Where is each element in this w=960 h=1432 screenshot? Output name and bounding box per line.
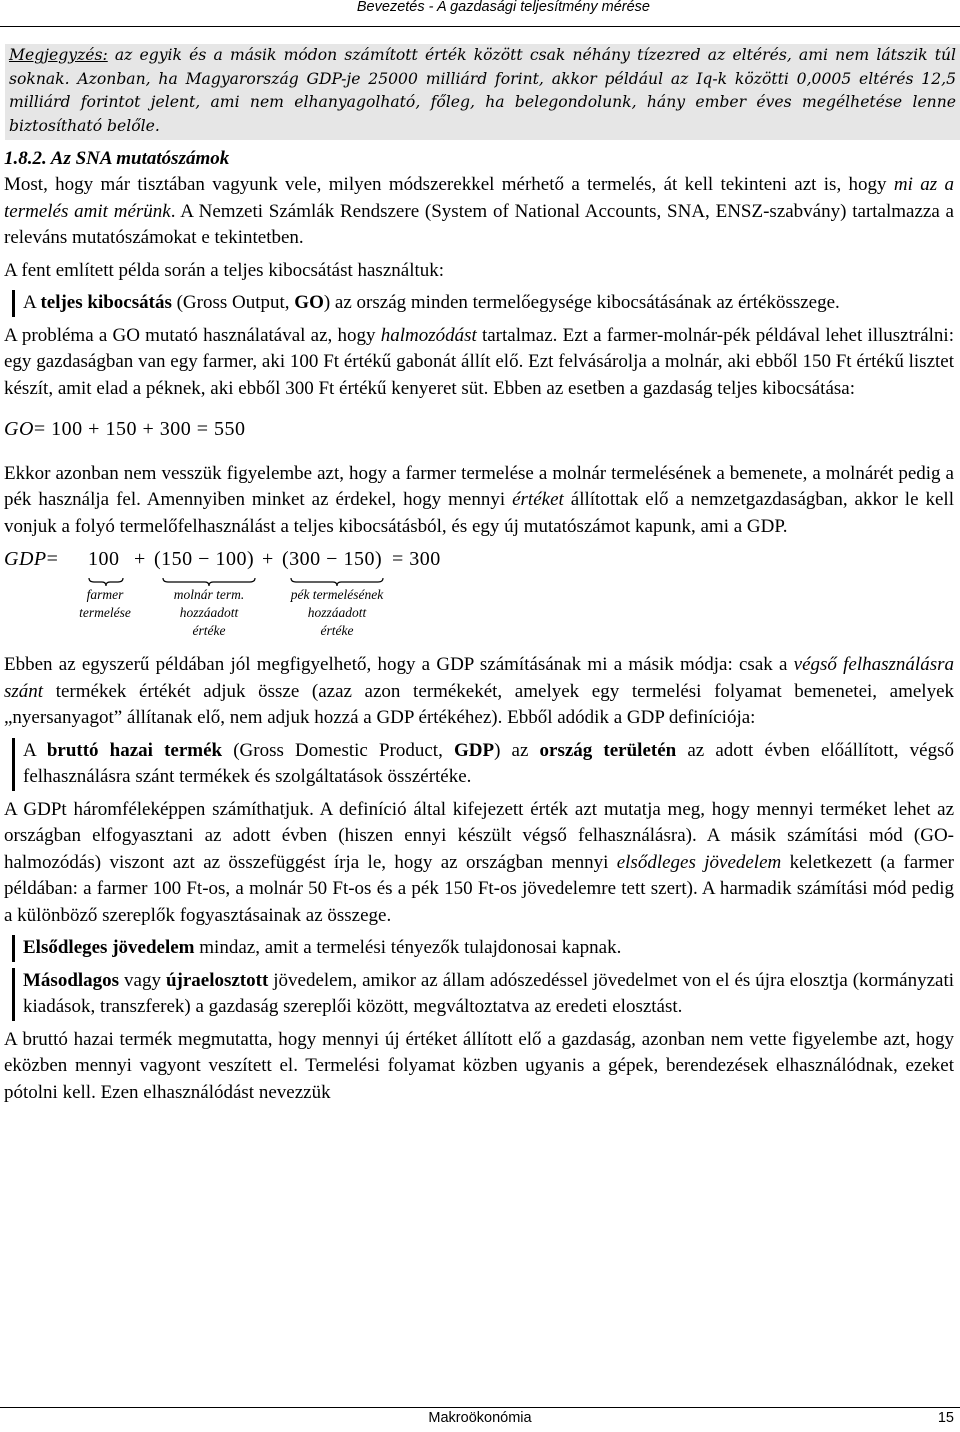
footer-rule [0, 1407, 960, 1408]
header-title: Bevezetés - A gazdasági teljesítmény mérése [356, 0, 650, 15]
gdp-lhs: GDP= [4, 548, 59, 570]
emphasis: elsődleges jövedelem [616, 851, 782, 873]
definition-secondary-income [12, 968, 954, 1021]
footer-title: Makroökonómia [428, 1410, 532, 1426]
text: keletkezett (a farmer példában: a farmer 100 Ft-os, a molnár 50 Ft-os és a pék 150 Ft-os jövedelemre tett szert). A harmadik számítási mód pedig a különböző szereplők fogyasztásainak az összege. [4, 851, 955, 926]
text: az adott évben előállított, végső felhasználásra szánt termékek és szolgáltatások összértéke. [23, 739, 954, 787]
term: bruttó hazai termék [46, 739, 223, 761]
note-label: Megjegyzés: [9, 46, 108, 64]
brace-label-farmer: farmer termelése [79, 587, 131, 620]
paragraph-problem [4, 323, 960, 403]
term: Elsődleges jövedelem [23, 937, 195, 958]
text: . A Nemzeti Számlák Rendszere (System of National Accounts, SNA, ENSZ-szabvány) tartalmazza a releváns mutatószámokat e tekintetben. [4, 200, 954, 248]
underbrace-2 [162, 578, 256, 586]
text: A GDPt háromféleképpen számíthatjuk. A definíció által kifejezett érték azt mutatja meg, hogy mennyi terméket lehet az országban elfogyasztani az adott évben (hiszen ennyi készült végső felhasználásra). A másik számítási mód (GO-halmozódás) viszont azt az összefüggést írja le, hogy az országban mennyi [4, 798, 954, 873]
paragraph-example-ref: A fent említett példa során a teljes kibocsátást használtuk: [4, 259, 445, 281]
emphasis: halmozódást [380, 324, 477, 346]
paragraph-intro [4, 172, 960, 252]
emphasis: végső felhasználásra szánt [4, 654, 954, 702]
text: Ekkor azonban nem vesszük figyelembe azt, hogy a farmer termelése a molnár termelésének a bemenete, a molnárét pedig a pék használja fel. Amennyiben minket az érdekel, hogy mennyi [4, 462, 954, 510]
brace-label-baker: pék termelésének hozzáadott értéke [290, 587, 384, 638]
text: ) az ország minden termelőegysége kibocsátásának az értékösszege. [323, 292, 840, 313]
emphasis: mi az a termelés amit mérünk [4, 174, 954, 222]
gdp-term-2: (150 − 100) [154, 548, 255, 570]
gdp-result: = 300 [392, 548, 441, 570]
running-header [0, 0, 960, 22]
underbrace-1 [88, 578, 124, 586]
term: GDP [453, 739, 495, 761]
underbrace-3 [290, 578, 384, 586]
text: Most, hogy már tisztában vagyunk vele, milyen módszerekkel mérhető a termelés, át kell tekinteni azt is, hogy [4, 174, 894, 195]
header-rule [0, 26, 960, 27]
text: vagy [119, 969, 166, 991]
text: tartalmaz. Ezt a farmer-molnár-pék példával lehet illusztrálni: egy gazdaságban van egy farmer, aki 100 Ft értékű gabonát állít elő. Ezt felvásárolja a molnár, aki ebből 150 Ft értékű lisztet készít, amit elad a péknek, aki ebből 300 Ft értékű kenyeret süt. Ebben az esetben a gazdaság teljes kibocsátása: [4, 324, 954, 399]
text: termékek értékét adjuk össze (azaz azon termékekét, amelyek egy termelési folyamat bemenetei, amelyek „nyersanyagot” állítanak elő, nem adjuk hozzá a GDP értékéhez). Ebből adódik a GDP definíciója: [4, 680, 954, 728]
term: Másodlagos [23, 969, 120, 991]
text: Ebben az egyszerű példában jól megfigyelhető, hogy a GDP számításának mi a másik módja: csak a [4, 654, 794, 675]
paragraph-depreciation: A bruttó hazai termék megmutatta, hogy mennyi új értéket állított elő a gazdaság, azonban nem vette figyelembe azt, hogy eközben mennyi vagyont veszített el. Termelési folyamat közben ugyanis a gépek, berendezések elhasználódnak, ezeket pótolni kell. Ezen elhasználódást nevezzük [4, 1028, 954, 1103]
emphasis: értéket [512, 489, 564, 510]
note-box [5, 44, 960, 140]
paragraph-value-added [4, 461, 960, 541]
definition-primary-income [12, 935, 954, 962]
page-number: 15 [937, 1410, 954, 1426]
text: A [23, 292, 41, 313]
term: ország területén [539, 739, 677, 761]
page-footer [0, 1410, 960, 1430]
text: A [23, 739, 47, 761]
text: A probléma a GO mutató használatával az, hogy [4, 324, 381, 346]
term: teljes kibocsátás [40, 292, 172, 313]
gdp-plus-2: + [262, 548, 274, 570]
term: GO [294, 292, 324, 313]
paragraph-final-use [4, 652, 960, 732]
formula-gdp [4, 546, 960, 638]
formula-go [4, 416, 960, 443]
page-body [0, 44, 960, 1112]
brace-label-miller: molnár term. hozzáadott értéke [173, 587, 245, 638]
gdp-term-1: 100 [88, 548, 120, 570]
formula-lhs: GO [4, 418, 34, 440]
text: jövedelem, amikor az állam adószedéssel jövedelmet von el és újra elosztja (kormányzati kiadások, transzferek) a gazdaság szereplői között, megváltoztatva az eredeti elosztást. [23, 969, 954, 1017]
text: (Gross Domestic Product, [222, 739, 454, 761]
text: mindaz, amit a termelési tényezők tulajdonosai kapnak. [194, 937, 622, 958]
gdp-plus-1: + [134, 548, 146, 570]
gdp-term-3: (300 − 150) [282, 548, 383, 570]
definition-go [12, 290, 954, 317]
paragraph-three-methods [4, 797, 960, 930]
term: újraelosztott [165, 969, 269, 991]
formula-rhs: = 100 + 150 + 300 = 550 [33, 418, 246, 440]
section-heading: 1.8.2. Az SNA mutatószámok [4, 148, 230, 169]
text: (Gross Output, [171, 292, 295, 313]
text: ) az [494, 739, 540, 761]
definition-gdp [12, 738, 954, 791]
note-text: az egyik és a másik módon számított érték között csak néhány tízezred az eltérés, ami nem látszik túl soknak. Azonban, ha Magyarország GDP-je 25000 milliárd forint, akkor például az Iq-k közötti 0,0005 eltérés 12,5 milliárd forintot jelent, ami nem elhanyagolható, főleg, ha belegondolunk, hány ember éves megélhetése lenne biztosítható belőle. [9, 46, 956, 135]
text: állítottak elő a nemzetgazdaságban, akkor le kell vonjuk a folyó termelőfelhasználást a teljes kibocsátásból, és egy új mutatószámot kapunk, ami a GDP. [4, 489, 954, 537]
